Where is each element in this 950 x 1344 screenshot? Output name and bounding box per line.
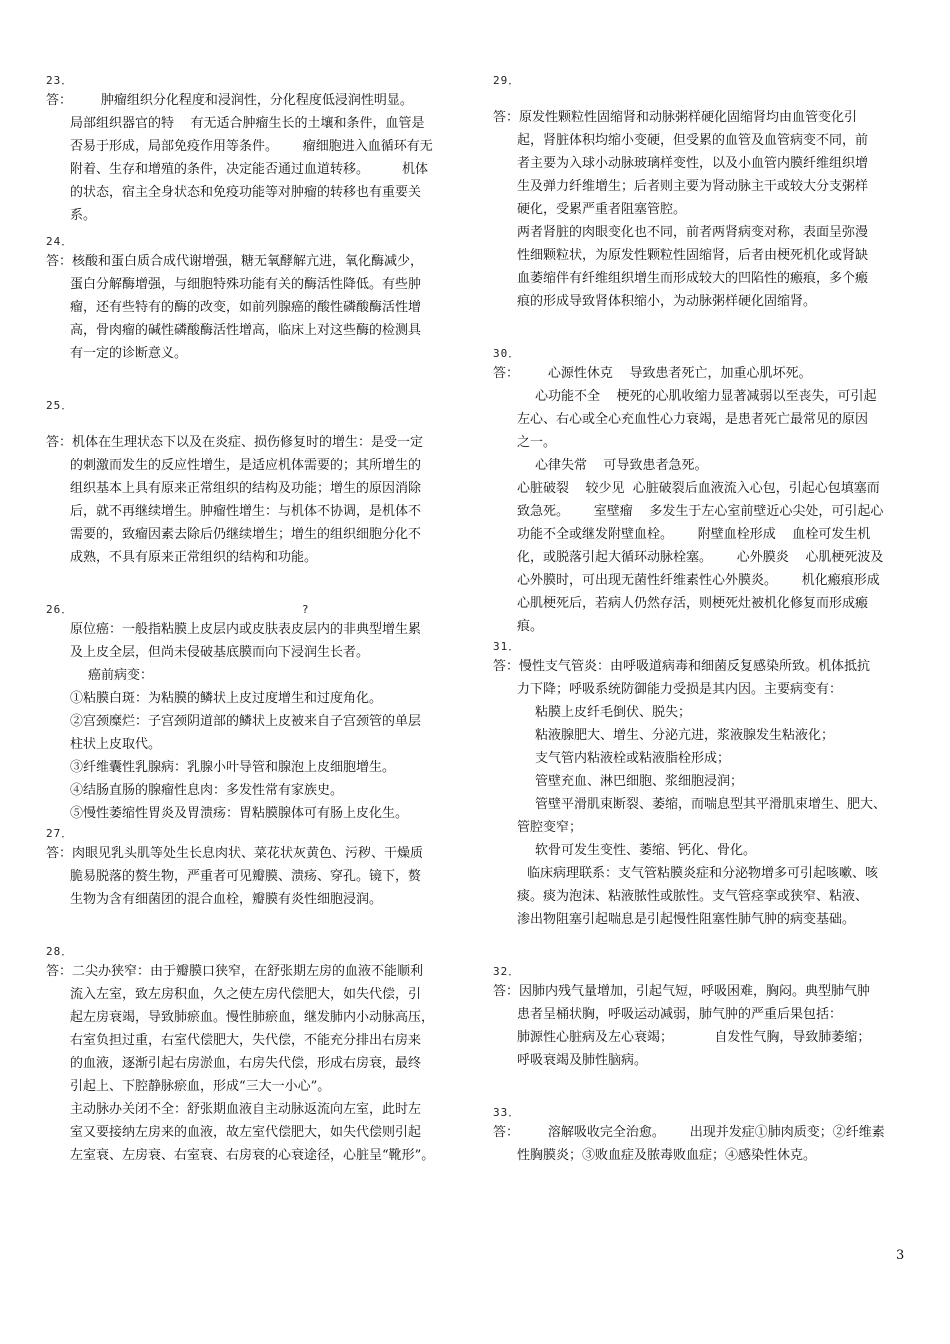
answer-line: 答：慢性支气管炎：由呼吸道病毒和细菌反复感染所致。机体抵抗 bbox=[493, 659, 871, 674]
answer-line: 流入左室，致左房积血，久之使左房代偿肥大，如失代偿，引 bbox=[70, 987, 422, 1002]
answer-line: 后，就不再继续增生。肿瘤性增生：与机体不协调，是机体不 bbox=[70, 504, 422, 519]
answer-line: 答： 心源性休克 导致患者死亡，加重心肌坏死。 bbox=[493, 366, 812, 381]
spacer bbox=[46, 365, 456, 397]
answer-line: ④结肠直肠的腺瘤性息肉：多发性常有家族史。 bbox=[70, 783, 344, 798]
answer-line: 左室衰、左房衰、右室衰、右房衰的心衰途径，心脏呈“靴形”。 bbox=[70, 1148, 435, 1163]
answer-line: 生物为含有细菌团的混合血栓，瓣膜有炎性细胞浸润。 bbox=[70, 892, 383, 907]
answer-line: 者主要为入球小动脉玻璃样变性，以及小血管内膜纤维组织增 bbox=[517, 156, 869, 171]
answer-line: 心肌梗死后，若病人仍然存活，则梗死灶被机化修复而形成瘢 bbox=[517, 596, 869, 611]
answer-line: ③纤维囊性乳腺病：乳腺小叶导管和腺泡上皮细胞增生。 bbox=[70, 760, 396, 775]
answer-line: 临床病理联系：支气管粘膜炎症和分泌物增多可引起咳嗽、咳 bbox=[527, 866, 879, 881]
answer-line: 软骨可发生变性、萎缩、钙化、骨化。 bbox=[535, 843, 757, 858]
answer-line: 之一。 bbox=[517, 435, 557, 450]
question-heading: 31． bbox=[493, 640, 521, 653]
answer-line: 原位癌：一般指粘膜上皮层内或皮肤表皮层内的非典型增生累 bbox=[70, 622, 422, 637]
answer-line: 答：肉眼见乳头肌等处生长息肉状、菜花状灰黄色、污秽、干燥质 bbox=[46, 846, 424, 861]
answer-line: 管壁充血、淋巴细胞、浆细胞浸润； bbox=[535, 774, 744, 789]
answer-line: 答：二尖办狭窄：由于瓣膜口狭窄，在舒张期左房的血液不能顺利 bbox=[46, 964, 424, 979]
answer-line: 否易于形成，局部免疫作用等条件。 瘤细胞进入血循环有无 bbox=[70, 139, 433, 154]
answer-line: 心外膜时，可出现无菌性纤维素性心外膜炎。 机化瘢痕形成 bbox=[517, 573, 880, 588]
answer-line: 高，骨肉瘤的碱性磷酸酶活性增高，临床上对这些酶的检测具 bbox=[70, 323, 422, 338]
answer-line: 粘液腺肥大、增生、分泌亢进，浆液腺发生粘液化； bbox=[535, 728, 835, 743]
answer-line: 组织基本上具有原来正常组织的结构及功能；增生的原因消除 bbox=[70, 481, 422, 496]
question-heading: 27． bbox=[46, 827, 74, 840]
answer-line: 答：机体在生理状态下以及在炎症、损伤修复时的增生：是受一定 bbox=[46, 435, 424, 450]
left-column bbox=[46, 72, 456, 1167]
answer-line: 的状态，宿主全身状态和免疫功能等对肿瘤的转移也有重要关 bbox=[70, 185, 422, 200]
answer-line: 及上皮全层，但尚未侵破基底膜而向下浸润生长者。 bbox=[70, 645, 370, 660]
question-heading: 32． bbox=[493, 965, 521, 978]
answer-line: 患者呈桶状胸，呼吸运动减弱，肺气肿的严重后果包括： bbox=[517, 1007, 843, 1022]
answer-line: 呼吸衰竭及肺性脑病。 bbox=[517, 1053, 648, 1068]
answer-line: 生及弹力纤维增生；后者则主要为肾动脉主干或较大分支粥样 bbox=[517, 179, 869, 194]
answer-line: ②宫颈糜烂：子宫颈阴道部的鳞状上皮被来自子宫颈管的单层 bbox=[70, 714, 422, 729]
answer-line: 心脏破裂 较少见 心脏破裂后血液流入心包，引起心包填塞而 bbox=[517, 481, 880, 496]
answer-line: 性胸膜炎；③败血症及脓毒败血症；④感染性休克。 bbox=[517, 1148, 817, 1163]
question-block bbox=[46, 943, 456, 1167]
question-heading: 29． bbox=[493, 74, 521, 87]
answer-line: 痰。痰为泡沫、粘液脓性或脓性。支气管痉挛或狭窄、粘液、 bbox=[517, 889, 869, 904]
answer-line: 肺源性心脏病及左心衰竭； 自发性气胸，导致肺萎缩； bbox=[517, 1030, 871, 1045]
question-block bbox=[493, 638, 903, 931]
question-heading: 33． bbox=[493, 1106, 521, 1119]
answer-line: 的血液，逐渐引起右房淤血，右房失代偿，形成右房衰，最终 bbox=[70, 1056, 422, 1071]
question-block bbox=[493, 1104, 903, 1167]
answer-line: 的刺激而发生的反应性增生，是适应机体需要的；其所增生的 bbox=[70, 458, 422, 473]
answer-line: 癌前病变： bbox=[88, 668, 154, 683]
answer-line: 答：原发性颗粒性固缩肾和动脉粥样硬化固缩肾均由血管变化引 bbox=[493, 110, 858, 125]
answer-line: 心律失常 可导致患者急死。 bbox=[535, 458, 708, 473]
answer-line: 两者肾脏的肉眼变化也不同，前者两肾病变对称，表面呈弥漫 bbox=[517, 225, 869, 240]
answer-line: 答：核酸和蛋白质合成代谢增强，糖无氧酵解亢进，氧化酶减少， bbox=[46, 254, 424, 269]
answer-line: 心功能不全 梗死的心肌收缩力显著减弱以至丧失，可引起 bbox=[535, 389, 877, 404]
answer-line: 功能不全或继发附壁血栓。 附壁血栓形成 血栓可发生机 bbox=[517, 527, 871, 542]
question-block bbox=[46, 233, 456, 365]
question-heading: 28． bbox=[46, 945, 74, 958]
answer-line: 性细颗粒状，为原发性颗粒性固缩肾，后者由梗死机化或肾缺 bbox=[517, 248, 869, 263]
answer-line: 有一定的诊断意义。 bbox=[70, 346, 188, 361]
spacer bbox=[493, 931, 903, 963]
answer-line: 答： 肿瘤组织分化程度和浸润性，分化程度低浸润性明显。 bbox=[46, 93, 413, 108]
spacer bbox=[493, 313, 903, 345]
question-heading: 30． bbox=[493, 347, 521, 360]
spacer bbox=[46, 911, 456, 943]
answer-line: 成熟，不具有原来正常组织的结构和功能。 bbox=[70, 550, 318, 565]
answer-line: 附着、生存和增殖的条件，决定能否通过血道转移。 机体 bbox=[70, 162, 429, 177]
question-block bbox=[493, 963, 903, 1072]
question-heading bbox=[493, 89, 903, 106]
answer-line: 右室负担过重，右室代偿肥大，失代偿，不能充分排出右房来 bbox=[70, 1033, 422, 1048]
answer-line: ⑤慢性萎缩性胃炎及胃溃疡：胃粘膜腺体可有肠上皮化生。 bbox=[70, 806, 409, 821]
answer-line: 室又要接纳左房来的血液，故左室代偿肥大，如失代偿则引起 bbox=[70, 1125, 422, 1140]
answer-line: 柱状上皮取代。 bbox=[70, 737, 162, 752]
answer-line: 化，或脱落引起大循环动脉栓塞。 心外膜炎 心肌梗死波及 bbox=[517, 550, 884, 565]
answer-line: 管壁平滑肌束断裂、萎缩，而喘息型其平滑肌束增生、肥大、 bbox=[535, 797, 887, 812]
question-block bbox=[46, 825, 456, 911]
question-block bbox=[493, 72, 903, 313]
answer-line: 左心、右心或全心充血性心力衰竭，是患者死亡最常见的原因 bbox=[517, 412, 869, 427]
answer-line: ①粘膜白斑：为粘膜的鳞状上皮过度增生和过度角化。 bbox=[70, 691, 383, 706]
spacer bbox=[46, 569, 456, 601]
answer-line: 力下降；呼吸系统防御能力受损是其内因。主要病变有： bbox=[517, 682, 843, 697]
answer-line: 瘤，还有些特有的酶的改变，如前列腺癌的酸性磷酸酶活性增 bbox=[70, 300, 422, 315]
answer-line: 支气管内粘液栓或粘液脂栓形成； bbox=[535, 751, 731, 766]
answer-line: 粘膜上皮纤毛倒伏、脱失； bbox=[535, 705, 692, 720]
answer-line: 起左房衰竭，导致肺瘀血。慢性肺瘀血，继发肺内小动脉高压， bbox=[70, 1010, 435, 1025]
answer-line: 硬化，受累严重者阻塞管腔。 bbox=[517, 202, 687, 217]
question-heading: 24． bbox=[46, 235, 74, 248]
spacer bbox=[493, 1072, 903, 1104]
answer-line: 管腔变窄； bbox=[517, 820, 583, 835]
answer-line: 引起上、下腔静脉瘀血，形成“三大一小心”。 bbox=[70, 1079, 331, 1094]
answer-line: 渗出物阻塞引起喘息是引起慢性阻塞性肺气肿的病变基础。 bbox=[517, 912, 856, 927]
answer-line: 主动脉办关闭不全：舒张期血液自主动脉返流向左室，此时左 bbox=[70, 1102, 422, 1117]
answer-line: 局部组织器官的特 有无适合肿瘤生长的土壤和条件，血管是 bbox=[70, 116, 425, 131]
question-heading: 26． ? bbox=[46, 603, 310, 616]
question-heading bbox=[46, 414, 456, 431]
answer-line: 痕的形成导致肾体积缩小，为动脉粥样硬化固缩肾。 bbox=[517, 294, 817, 309]
question-block bbox=[46, 72, 456, 227]
answer-line: 答：因肺内残气量增加，引起气短，呼吸困难，胸闷。典型肺气肿 bbox=[493, 984, 871, 999]
question-heading: 23． bbox=[46, 74, 74, 87]
answer-line: 起，肾脏体积均缩小变硬，但受累的血管及血管病变不同，前 bbox=[517, 133, 869, 148]
answer-line: 致急死。 室壁瘤 多发生于左心室前壁近心尖处，可引起心 bbox=[517, 504, 884, 519]
question-block bbox=[46, 397, 456, 569]
answer-line: 蛋白分解酶增强，与细胞特殊功能有关的酶活性降低。有些肿 bbox=[70, 277, 422, 292]
question-heading: 25． bbox=[46, 399, 74, 412]
answer-line: 答： 溶解吸收完全治愈。 出现并发症①肺肉质变；②纤维素 bbox=[493, 1125, 885, 1140]
question-block bbox=[46, 601, 456, 825]
question-block bbox=[493, 345, 903, 638]
answer-line: 血萎缩伴有纤维组织增生而形成较大的凹陷性的瘢痕，多个瘢 bbox=[517, 271, 869, 286]
answer-line: 痕。 bbox=[517, 619, 544, 634]
answer-line: 系。 bbox=[70, 208, 97, 223]
answer-line: 脆易脱落的赘生物，严重者可见瓣膜、溃疡、穿孔。镜下，赘 bbox=[70, 869, 422, 884]
right-column bbox=[493, 72, 903, 1167]
answer-line: 需要的，致瘤因素去除后仍继续增生；增生的组织细胞分化不 bbox=[70, 527, 422, 542]
page-number: 3 bbox=[896, 1248, 905, 1263]
